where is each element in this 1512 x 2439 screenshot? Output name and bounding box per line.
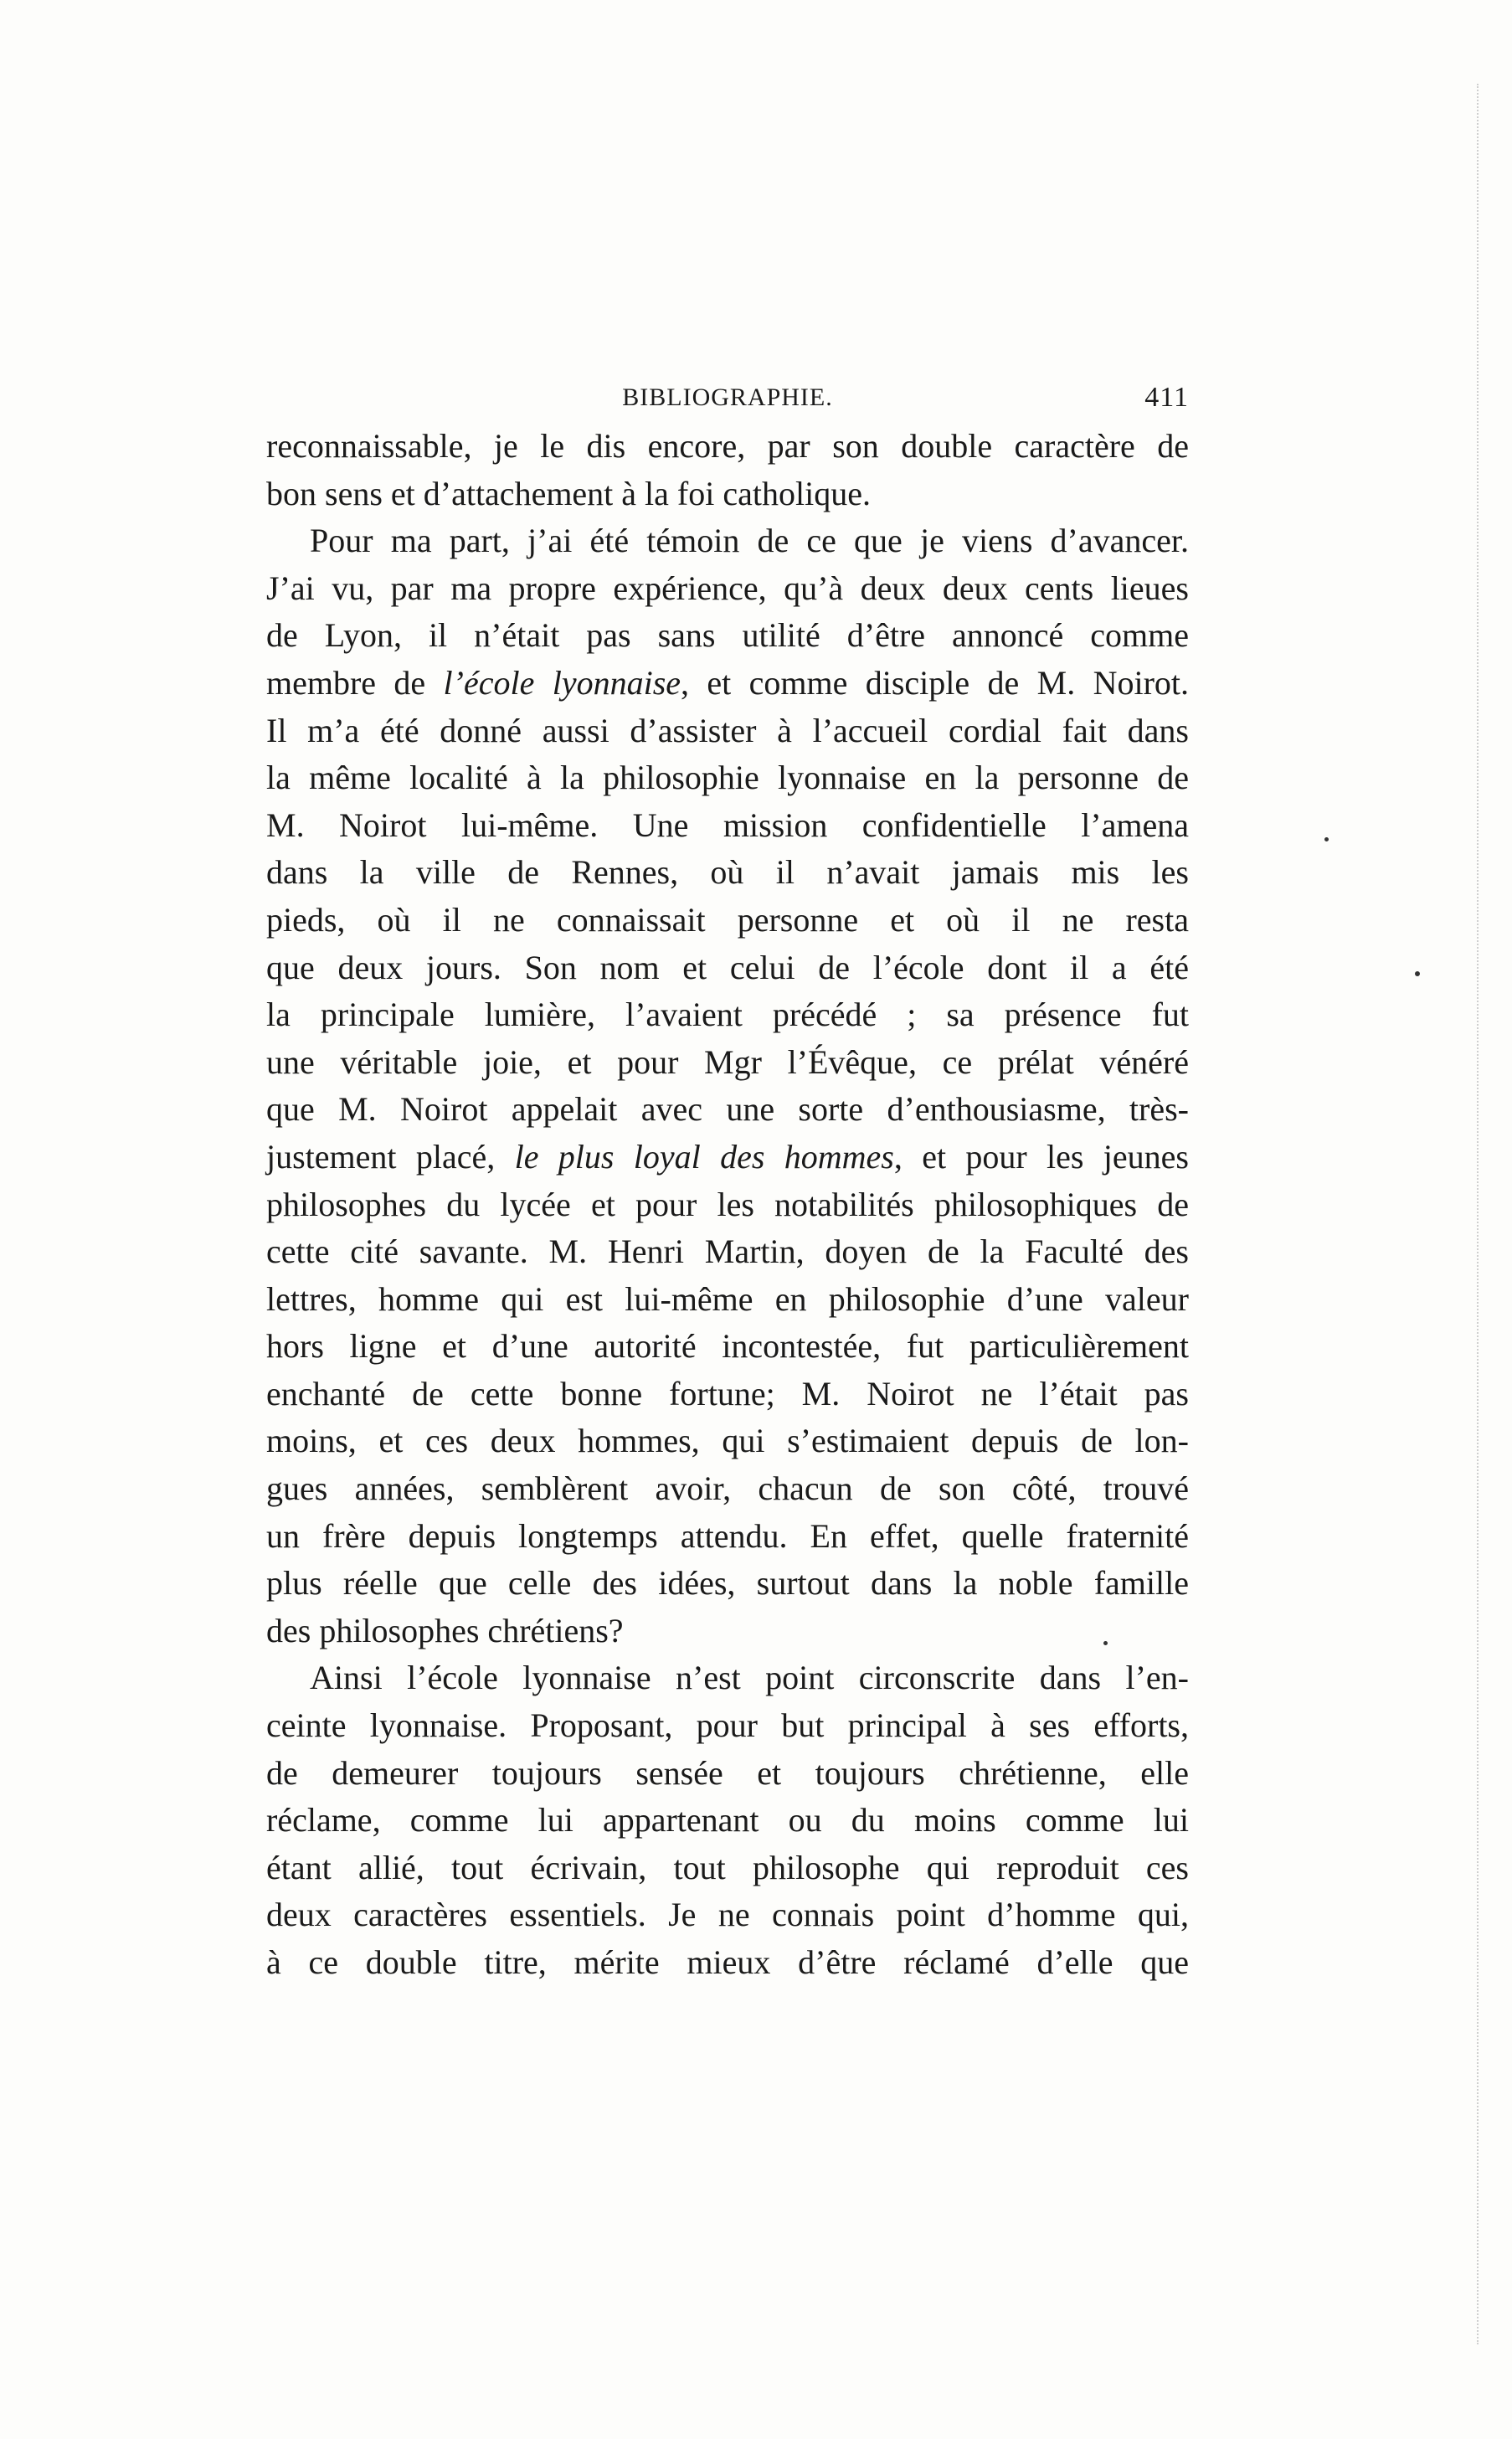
running-title: BIBLIOGRAPHIE. bbox=[622, 383, 833, 411]
text-line: reconnaissable, je le dis encore, par son double caractère de bbox=[266, 427, 1189, 465]
text-run: , et pour les jeunes bbox=[893, 1137, 1189, 1176]
text-run: justement placé, bbox=[266, 1137, 515, 1176]
ink-speck bbox=[1324, 837, 1329, 841]
text-line: un frère depuis longtemps attendu. En effet, quelle fraternité bbox=[266, 1516, 1189, 1555]
text-line: deux caractères essentiels. Je ne connais point d’homme qui, bbox=[266, 1896, 1189, 1934]
text-line bbox=[266, 1134, 1189, 1181]
text-run: membre de bbox=[266, 663, 444, 702]
text-line: ceinte lyonnaise. Proposant, pour but principal à ses efforts, bbox=[266, 1706, 1189, 1745]
text-line: réclame, comme lui appartenant ou du moins comme lui bbox=[266, 1801, 1189, 1840]
text-line: cette cité savante. M. Henri Martin, doyen de la Faculté des bbox=[266, 1232, 1189, 1271]
text-line: que M. Noirot appelait avec une sorte d’enthousiasme, très- bbox=[266, 1090, 1189, 1129]
text-line: J’ai vu, par ma propre expérience, qu’à deux deux cents lieues bbox=[266, 569, 1189, 607]
text-line: moins, et ces deux hommes, qui s’estimaient depuis de lon- bbox=[266, 1422, 1189, 1460]
text-line: bon sens et d’attachement à la foi catholique. bbox=[266, 474, 871, 512]
text-line: philosophes du lycée et pour les notabilités philosophiques de bbox=[266, 1185, 1189, 1223]
text-line: Pour ma part, j’ai été témoin de ce que je viens d’avancer. bbox=[310, 522, 1189, 560]
text-line: que deux jours. Son nom et celui de l’école dont il a été bbox=[266, 948, 1189, 986]
text-line: Ainsi l’école lyonnaise n’est point circonscrite dans l’en- bbox=[310, 1659, 1189, 1697]
text-line: une véritable joie, et pour Mgr l’Évêque, ce prélat vénéré bbox=[266, 1042, 1189, 1081]
page-edge-specks bbox=[1465, 84, 1479, 2344]
text-line: lettres, homme qui est lui-même en philosophie d’une valeur bbox=[266, 1279, 1189, 1318]
text-line: hors ligne et d’une autorité incontestée, fut particulièrement bbox=[266, 1327, 1189, 1366]
text-line: étant allié, tout écrivain, tout philosophe qui reproduit ces bbox=[266, 1848, 1189, 1886]
italic-phrase: le plus loyal des hommes bbox=[514, 1137, 894, 1176]
text-line: Il m’a été donné aussi d’assister à l’accueil cordial fait dans bbox=[266, 711, 1189, 749]
text-line: de Lyon, il n’était pas sans utilité d’être annoncé comme bbox=[266, 616, 1189, 655]
running-head bbox=[266, 378, 1189, 420]
text-line: enchanté de cette bonne fortune; M. Noirot ne l’était pas bbox=[266, 1374, 1189, 1412]
text-line: M. Noirot lui-même. Une mission confidentielle l’amena bbox=[266, 805, 1189, 844]
text-line: des philosophes chrétiens? bbox=[266, 1611, 624, 1649]
page-number: 411 bbox=[1144, 382, 1189, 413]
text-line bbox=[266, 660, 1189, 708]
italic-phrase: l’école lyonnaise bbox=[443, 663, 681, 702]
text-run: , et comme disciple de M. Noirot. bbox=[681, 663, 1189, 702]
text-line: dans la ville de Rennes, où il n’avait jamais mis les bbox=[266, 853, 1189, 892]
ink-speck bbox=[1415, 971, 1420, 976]
text-line: gues années, semblèrent avoir, chacun de son côté, trouvé bbox=[266, 1469, 1189, 1508]
text-line: la même localité à la philosophie lyonnaise en la personne de bbox=[266, 759, 1189, 797]
text-line: à ce double titre, mérite mieux d’être réclamé d’elle que bbox=[266, 1943, 1189, 1981]
text-line: la principale lumière, l’avaient précédé ; sa présence fut bbox=[266, 996, 1189, 1034]
text-line: de demeurer toujours sensée et toujours chrétienne, elle bbox=[266, 1753, 1189, 1792]
text-line: pieds, où il ne connaissait personne et où il ne resta bbox=[266, 900, 1189, 939]
body-text bbox=[266, 423, 1189, 1987]
text-line: plus réelle que celle des idées, surtout dans la noble famille bbox=[266, 1564, 1189, 1603]
